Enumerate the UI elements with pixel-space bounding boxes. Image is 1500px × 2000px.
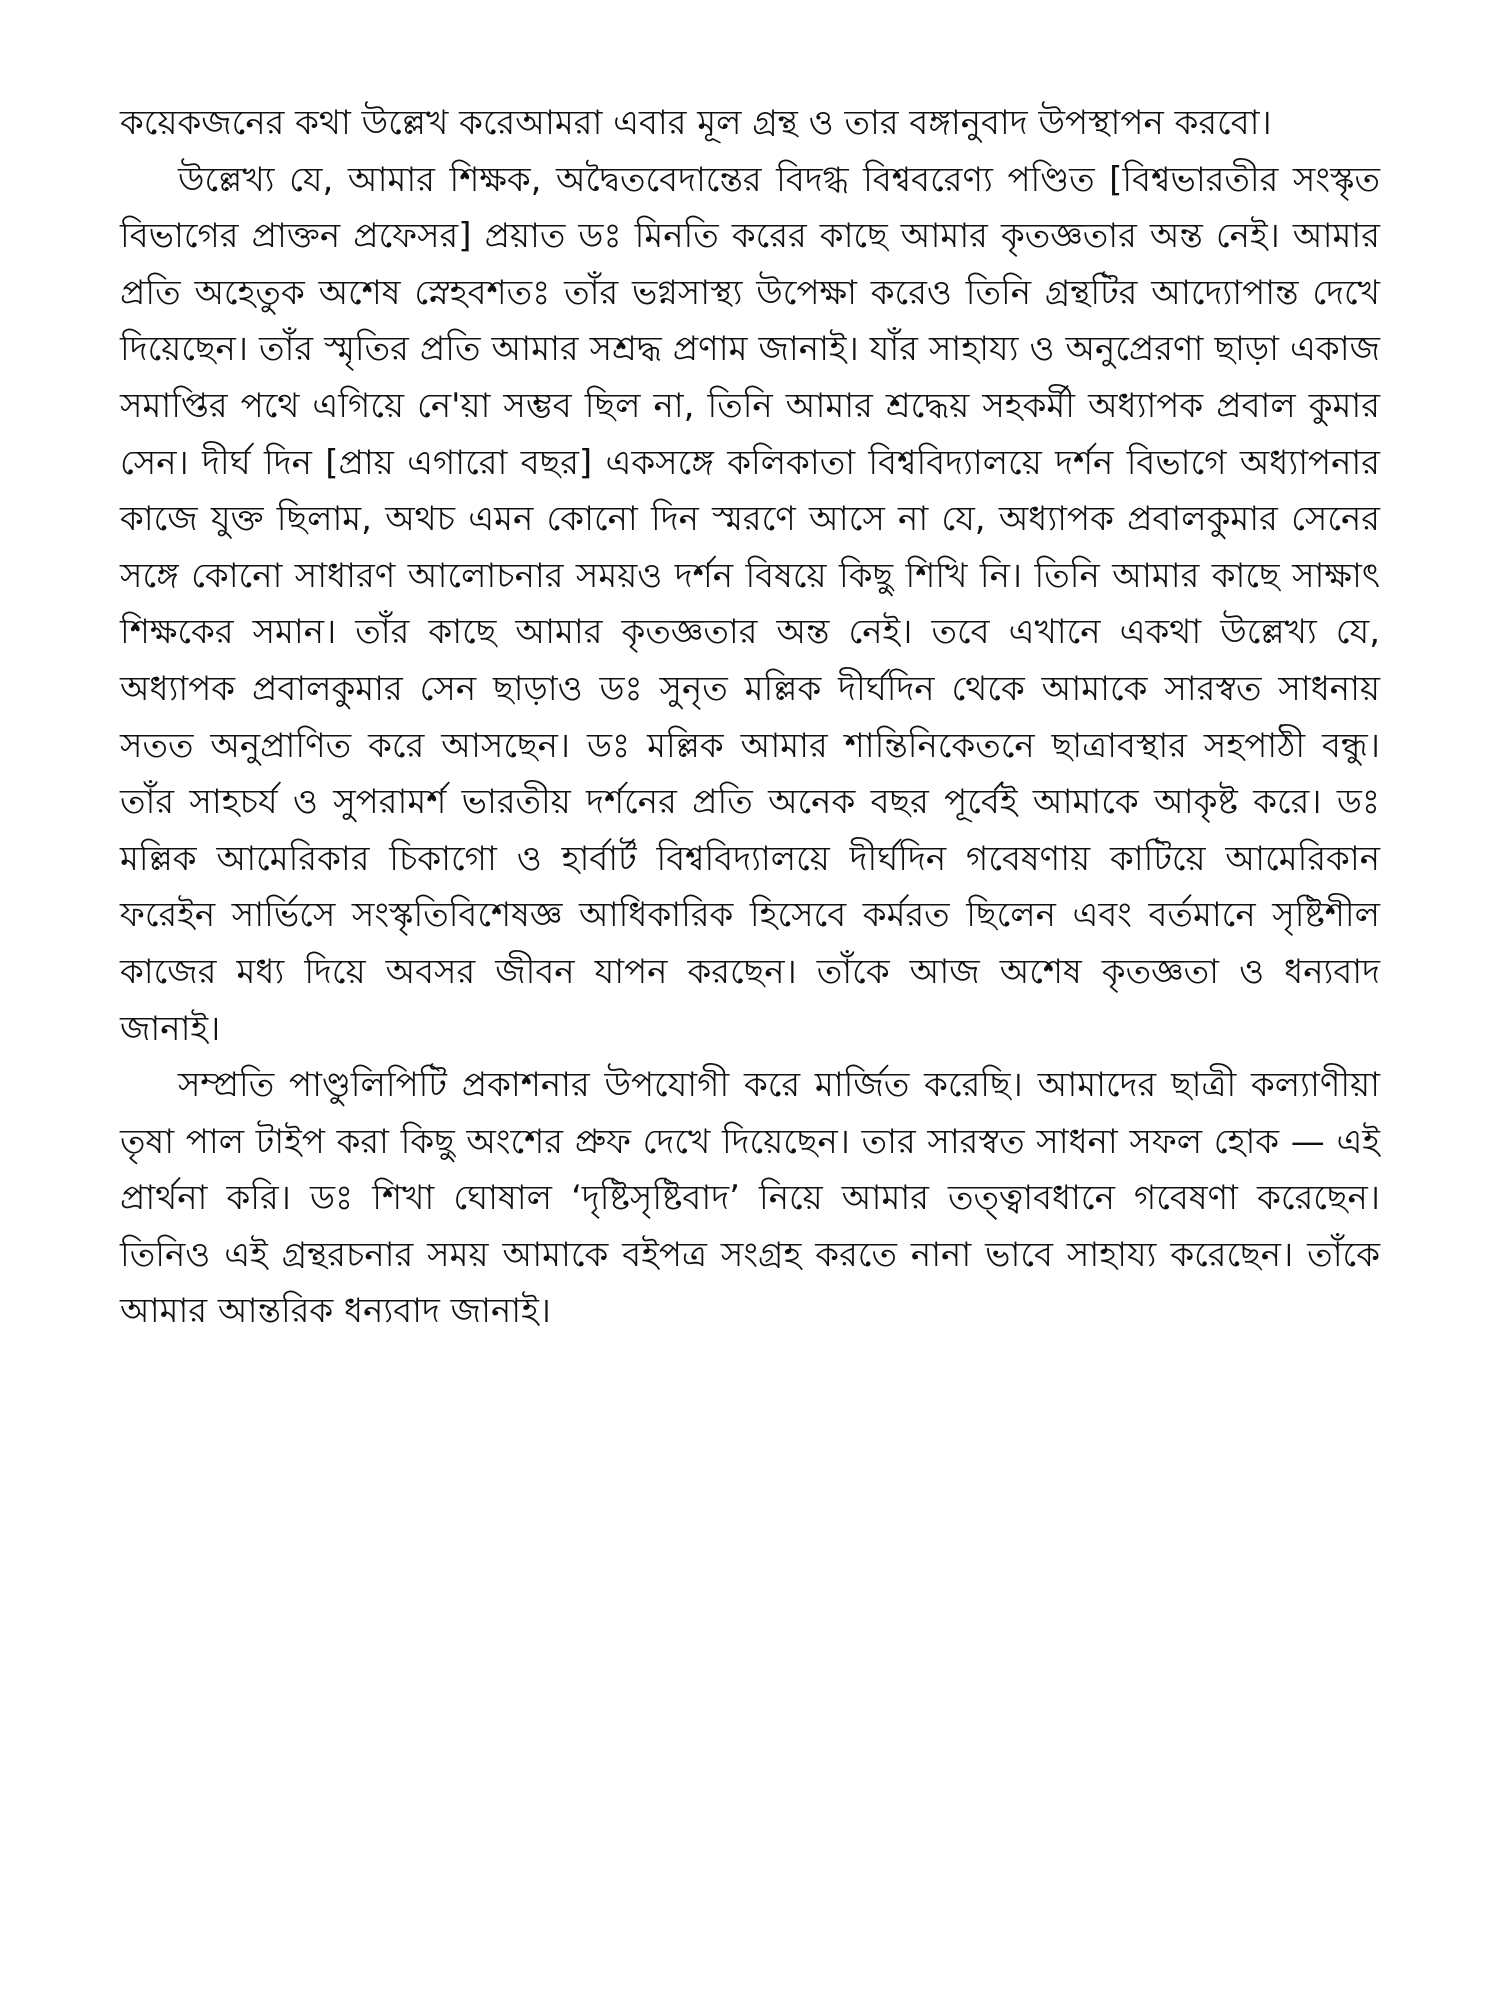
paragraph-closing: সম্প্রতি পাণ্ডুলিপিটি প্রকাশনার উপযোগী করে মার্জিত করেছি। আমাদের ছাত্রী কল্যাণীয়া তৃষা পাল টাইপ করা কিছু অংশের প্রুফ দেখে দিয়েছেন। তার সারস্বত সাধনা সফল হোক — এই প্রার্থনা করি। ডঃ শিখা ঘোষাল ‘দৃষ্টিসৃষ্টিবাদ’ নিয়ে আমার তত্ত্বাবধানে গবেষণা করেছেন। তিনিও এই গ্রন্থরচনার সময় আমাকে বইপত্র সংগ্রহ করতে নানা ভাবে সাহায্য করেছেন। তাঁকে আমার আন্তরিক ধন্যবাদ জানাই। bbox=[120, 1065, 1380, 1332]
paragraph-acknowledgement: উল্লেখ্য যে, আমার শিক্ষক, অদ্বৈতবেদান্তের বিদগ্ধ বিশ্ববরেণ্য পণ্ডিত [বিশ্বভারতীর সংস্কৃত বিভাগের প্রাক্তন প্রফেসর] প্রয়াত ডঃ মিনতি করের কাছে আমার কৃতজ্ঞতার অন্ত নেই। আমার প্রতি অহেতুক অশেষ স্নেহবশতঃ তাঁর ভগ্নসাস্থ্য উপেক্ষা করেও তিনি গ্রন্থটির আদ্যোপান্ত দেখে দিয়েছেন। তাঁর স্মৃতির প্রতি আমার সশ্রদ্ধ প্রণাম জানাই। যাঁর সাহায্য ও অনুপ্রেরণা ছাড়া একাজ সমাপ্তির পথে এগিয়ে নে'য়া সম্ভব ছিল না, তিনি আমার শ্রদ্ধেয় সহকর্মী অধ্যাপক প্রবাল কুমার সেন। দীর্ঘ দিন [প্রায় এগারো বছর] একসঙ্গে কলিকাতা বিশ্ববিদ্যালয়ে দর্শন বিভাগে অধ্যাপনার কাজে যুক্ত ছিলাম, অথচ এমন কোনো দিন স্মরণে আসে না যে, অধ্যাপক প্রবালকুমার সেনের সঙ্গে কোনো সাধারণ আলোচনার সময়ও দর্শন বিষয়ে কিছু শিখি নি। তিনি আমার কাছে সাক্ষাৎ শিক্ষকের সমান। তাঁর কাছে আমার কৃতজ্ঞতার অন্ত নেই। তবে এখানে একথা উল্লেখ্য যে, অধ্যাপক প্রবালকুমার সেন ছাড়াও ডঃ সুনৃত মল্লিক দীর্ঘদিন থেকে আমাকে সারস্বত সাধনায় সতত অনুপ্রাণিত করে আসছেন। ডঃ মল্লিক আমার শান্তিনিকেতনে ছাত্রাবস্থার সহপাঠী বন্ধু। তাঁর সাহচর্য ও সুপরামর্শ ভারতীয় দর্শনের প্রতি অনেক বছর পূর্বেই আমাকে আকৃষ্ট করে। ডঃ মল্লিক আমেরিকার চিকাগো ও হার্বার্ট বিশ্ববিদ্যালয়ে দীর্ঘদিন গবেষণায় কাটিয়ে আমেরিকান ফরেইন সার্ভিসে সংস্কৃতিবিশেষজ্ঞ আধিকারিক হিসেবে কর্মরত ছিলেন এবং বর্তমানে সৃষ্টিশীল কাজের মধ্য দিয়ে অবসর জীবন যাপন করছেন। তাঁকে আজ অশেষ কৃতজ্ঞতা ও ধন্যবাদ জানাই। bbox=[120, 159, 1380, 1049]
body-text bbox=[120, 95, 1380, 1340]
paragraph-continuation: কয়েকজনের কথা উল্লেখ করেআমরা এবার মূল গ্রন্থ ও তার বঙ্গানুবাদ উপস্থাপন করবো। bbox=[120, 103, 1272, 143]
